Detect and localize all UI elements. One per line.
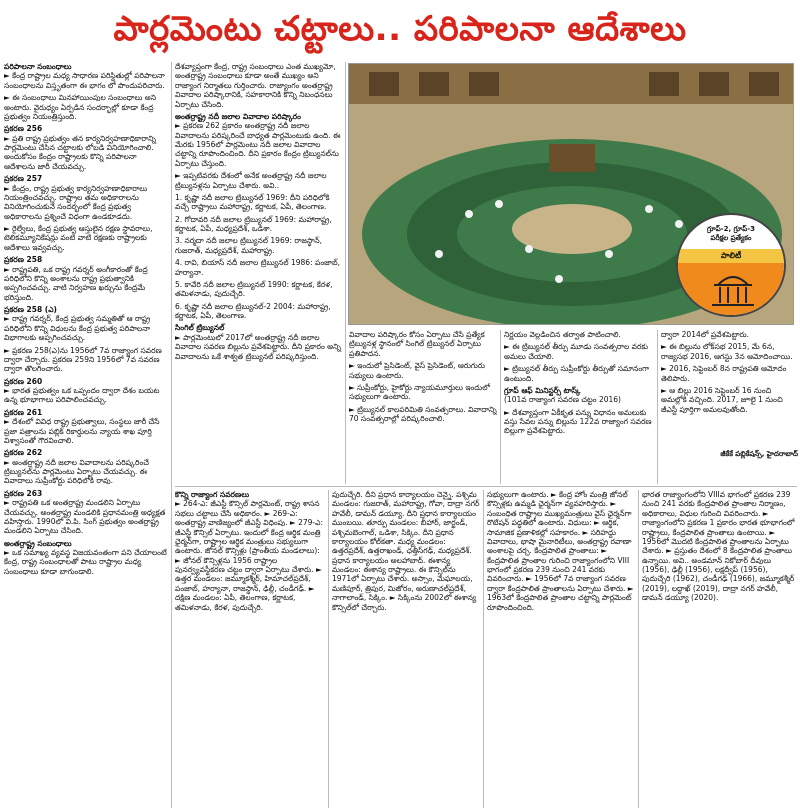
paragraph: ► ఈ బిల్లును లోక్‌సభ 2015, మే 6న, రాజ్యసభ 2016, ఆగస్టు 3న ఆమోదించాయి. bbox=[661, 342, 793, 361]
box-paragraph: సభ్యులుగా ఉంటారు. ► కేంద్ర హోం మంత్రి జోనల్‌ కౌన్సిళ్లకు ఉమ్మడి ఛైర్మన్‌గా వ్యవహరిస్తారు. ► సంబంధిత రాష్ట్రాల ముఖ్యమంత్రులు వైస్‌ ఛైర్మన్‌గా రొటేషన్‌ పద్ధతిలో ఉంటారు. విధులు: ► ఆర్థిక, సామాజిక ప్రణాళికల్లో సహకారం. ► సరిహద్దు వివాదాలు, భాషా మైనారిటీలు, అంతర్రాష్ట్ర రవాణా అంశాలపై చర్చ. కేంద్రపాలిత ప్రాంతాలు: ► కేంద్రపాలిత ప్రాంతాల గురించి రాజ్యాంగంలోని VIII భాగంలో ప్రకరణ 239 నుంచి 241 వరకు వివరించారు. ► 1956లో 7వ రాజ్యాంగ సవరణ ద్వారా కేంద్రపాలిత ప్రాంతాలను ఏర్పాటు చేశారు. ► 1963లో కేంద్రపాలిత ప్రాంతాల చట్టాన్ని పార్లమెంట్‌ రూపొందించింది. bbox=[487, 490, 634, 612]
badge-tag: పాలిటీ bbox=[678, 249, 784, 263]
section-heading: ప్రకరణ 263 bbox=[4, 488, 43, 498]
section-heading: అంతర్రాష్ట్ర సంబంధాలు bbox=[4, 538, 72, 548]
bottom-box-1 bbox=[175, 490, 325, 808]
paragraph: 6. కృష్ణా నదీ జలాల ట్రిబ్యునల్‌-2 2004: మహారాష్ట్ర, కర్ణాటక, ఏపీ, తెలంగాణ. bbox=[175, 301, 331, 320]
column-divider bbox=[657, 330, 658, 484]
bottom-box-3 bbox=[487, 490, 635, 808]
column-divider bbox=[345, 62, 346, 484]
section-heading: ప్రకరణ 261 bbox=[4, 407, 43, 417]
paragraph: 4. రావి, బియాస్‌ నదీ జలాల ట్రిబ్యునల్‌ 1986: పంజాబ్‌, హర్యానా. bbox=[175, 258, 340, 277]
paragraph: ► ఇందులో ప్రెసిడెంట్‌, వైస్‌ ప్రెసిడెంట్‌, ఆరుగురు సభ్యులు ఉంటారు. bbox=[349, 361, 485, 380]
paragraph: ► ఒక సమాఖ్య వ్యవస్థ విజయవంతంగా పని చేయాలంటే కేంద్ర, రాష్ట్ర సంబంధాలతో పాటు రాష్ట్రాల మధ్య సంబంధాలు కూడా బాగుండాలి. bbox=[4, 548, 167, 576]
paragraph: ► 2016, సెప్టెంబర్‌ 8న రాష్ట్రపతి ఆమోదం తెలిపారు. bbox=[661, 364, 787, 383]
section-heading: పరిపాలనా సంబంధాలు bbox=[4, 62, 72, 71]
box-paragraph: పుదుచ్చేరి. దీని ప్రధాన కార్యాలయం చెన్నై. పశ్చిమ మండలం: గుజరాత్‌, మహారాష్ట్ర, గోవా, దాద్రా నగర్‌ హవేలీ, డామన్‌ డయ్యూ. దీని ప్రధాన కార్యాలయం ముంబయి. తూర్పు మండలం: బీహార్‌, జార్ఖండ్‌, పశ్చిమబెంగాల్‌, ఒడిశా, సిక్కిం. దీని ప్రధాన కార్యాలయం కోల్‌కతా. మధ్య మండలం: ఉత్తరప్రదేశ్‌, ఉత్తరాఖండ్‌, ఛత్తీస్‌గఢ్‌, మధ్యప్రదేశ్‌. ప్రధాన కార్యాలయం అలహాబాద్‌. ఈశాన్య మండలం: ఈశాన్య రాష్ట్రాలు. ఈ కౌన్సిల్‌ను 1971లో ఏర్పాటు చేశారు. అస్సాం, మేఘాలయ, మణిపూర్‌, త్రిపుర, మిజోరం, అరుణాచల్‌ప్రదేశ్‌, నాగాలాండ్‌, సిక్కిం. ► సిక్కింను 2002లో ఈశాన్య కౌన్సిల్‌లో చేర్చారు. bbox=[332, 490, 480, 612]
paragraph: (101వ రాజ్యాంగ సవరణ చట్టం 2016) bbox=[504, 395, 621, 405]
section-divider bbox=[175, 486, 797, 487]
publisher-credit: జీకేకే పబ్లికేషన్స్‌, హైదరాబాద్‌ bbox=[720, 450, 798, 458]
paragraph: ► కేంద్ర రాష్ట్రాల మధ్య సాధారణ పరిస్థితుల్లో పరిపాలనా సంబంధాలను విస్తృతంగా ఈ భాగం లో పొందుపరిచారు. bbox=[4, 71, 165, 90]
badge-line-2: పరీక్షల ప్రత్యేకం bbox=[710, 234, 752, 243]
paragraph: ► ఆ బిల్లు 2016 సెప్టెంబర్‌ 16 నుంచి అమల్లోకి వచ్చింది. 2017, జూలై 1 నుంచి జీఎస్టీ పూర్తిగా అమలవుతోంది. bbox=[661, 385, 783, 414]
paragraph: ► ట్రిబ్యునల్‌ కాలపరిమితి సంవత్సరాలు. వివాదాన్ని 70 సంవత్సరాల్లో పరిష్కరించాలి. bbox=[349, 404, 497, 423]
paragraph: ► ఈ ట్రిబ్యునల్‌ తీర్పు మూడు సంవత్సరాల వరకు అమలు చేయాలి. bbox=[504, 342, 648, 361]
paragraph: ► ట్రిబ్యునల్‌ తీర్పు సుప్రీంకోర్టు తీర్పుతో సమానంగా ఉంటుంది. bbox=[504, 364, 650, 383]
badge-line-1: గ్రూప్‌-2, గ్రూప్‌-3 bbox=[706, 225, 756, 233]
column-2 bbox=[175, 62, 343, 484]
paragraph: ► పార్లమెంటులో 2017లో అంతర్రాష్ట్ర నదీ జలాల వివాదాల సవరణ బిల్లును ప్రవేశపెట్టారు. దీని ప్రకారం అన్ని వివాదాలను ఒకే శాశ్వత ట్రిబ్యునల్‌ పరిష్కరిస్తుంది. bbox=[175, 332, 341, 361]
box-paragraph: ► 264-ఎ: జీఎస్టీ కౌన్సిల్‌ పార్లమెంట్‌, రాష్ట్ర శాసన సభలు చట్టాలు చేసే అధికారం. ► 269-ఎ: అంతర్రాష్ట్ర వాణిజ్యంలో జీఎస్టీ విధింపు. ► 279-ఎ: జీఎస్టీ కౌన్సిల్‌ ఏర్పాటు. ఇందులో కేంద్ర ఆర్థిక మంత్రి ఛైర్మన్‌గా, రాష్ట్రాల ఆర్థిక మంత్రులు సభ్యులుగా ఉంటారు. జోనల్‌ కౌన్సిళ్లు (ప్రాంతీయ మండలాలు): ► జోనల్‌ కౌన్సిళ్లను 1956 రాష్ట్రాల పునర్వ్యవస్థీకరణ చట్టం ద్వారా ఏర్పాటు చేశారు. ► ఉత్తర మండలం: జమ్మూకశ్మీర్‌, హిమాచల్‌ప్రదేశ్‌, పంజాబ్‌, హర్యానా, రాజస్థాన్‌, ఢిల్లీ, చండీగఢ్‌. ► దక్షిణ మండలం: ఏపీ, తెలంగాణ, కర్ణాటక, తమిళనాడు, కేరళ, పుదుచ్చేరి. bbox=[175, 499, 323, 612]
section-heading: ప్రకరణ 262 bbox=[4, 448, 43, 458]
paragraph: ► ప్రతి రాష్ట్ర ప్రభుత్వం తన కార్యనిర్వహణాధికారాన్ని పార్లమెంటు చేసిన చట్టాలకు లోబడి వినియోగించాలి. అందుకోసం కేంద్రం రాష్ట్రాలకు కొన్ని పరిపాలనా ఆదేశాలను జారీ చేయవచ్చు. bbox=[4, 133, 157, 171]
column-divider bbox=[171, 62, 172, 808]
section-heading: ప్రకరణ 256 bbox=[4, 124, 43, 134]
paragraph: ► భారత ప్రభుత్వం ఒక ఒప్పందం ద్వారా దేశం బయట ఉన్న భూభాగాలు పరిపాలించవచ్చు. bbox=[4, 386, 160, 405]
column-4 bbox=[504, 330, 654, 484]
section-heading: ప్రకరణ 260 bbox=[4, 376, 43, 386]
paragraph: ► రాష్ట్రపతి ఒక అంతర్రాష్ట్ర మండలిని ఏర్పాటు చేయవచ్చు. అంతర్రాష్ట్ర మండలికి ప్రధానమంత్రి అధ్యక్షత వహిస్తారు. 1990లో వి.పి. సింగ్‌ ప్రభుత్వం అంతర్రాష్ట్ర మండలిని ఏర్పాటు చేసింది. bbox=[4, 498, 166, 536]
paragraph: ► కేంద్రం, రాష్ట్ర ప్రభుత్వ కార్యనిర్వహణాధికారాలు నియంత్రించవచ్చు. రాష్ట్రాల తమ అధికారాలను వినియోగించుకునే సందర్భంలో కేంద్ర ప్రభుత్వ అధికారాలను ప్రశ్నించే విధంగా ఉండకూడదు. bbox=[4, 183, 148, 221]
section-heading: గ్రూప్‌ ఆఫ్‌ మినిస్టర్స్‌ టాస్క్‌ bbox=[504, 385, 581, 395]
section-heading: ప్రకరణ 258 (ఎ) bbox=[4, 305, 57, 314]
paragraph: 2. గోదావరి నదీ జలాల ట్రిబ్యునల్‌ 1969: మహారాష్ట్ర, కర్ణాటక, ఏపీ, మధ్యప్రదేశ్‌, ఒడిశా. bbox=[175, 214, 332, 233]
column-divider bbox=[500, 330, 501, 484]
paragraph: ► ఇప్పటివరకు దేశంలో అనేక అంతర్రాష్ట్ర నదీ జలాల ట్రిబ్యునళ్లను ఏర్పాటు చేశారు. అవి.. bbox=[175, 171, 327, 190]
section-heading: ప్రకరణ 257 bbox=[4, 174, 43, 184]
badge-title bbox=[678, 225, 784, 243]
paragraph: 1. కృష్ణా నదీ జలాల ట్రిబ్యునల్‌ 1969: దీని పరిధిలోకి వచ్చే రాష్ట్రాలు మహారాష్ట్ర, కర్ణాటక, ఏపీ, తెలంగాణ. bbox=[175, 192, 330, 212]
column-divider bbox=[483, 490, 484, 808]
box-paragraph: భారత రాజ్యాంగంలోని VIIIవ భాగంలో ప్రకరణ 239 నుంచి 241 వరకు కేంద్రపాలిత ప్రాంతాల నిర్మాణం, అధికారాలు, విధుల గురించి వివరించారు. ► రాజ్యాంగంలోని ప్రకరణ 1 ప్రకారం భారత భూభాగంలో రాష్ట్రాలు, కేంద్రపాలిత ప్రాంతాలు ఉంటాయి. ► 1956లో మొదటి కేంద్రపాలిత ప్రాంతాలను ఏర్పాటు చేశారు. ► ప్రస్తుతం దేశంలో 8 కేంద్రపాలిత ప్రాంతాలు ఉన్నాయి. అవి.. అండమాన్‌ నికోబార్‌ దీవులు (1956), ఢిల్లీ (1956), లక్షద్వీప్‌ (1956), పుదుచ్చేరి (1962), చండీగఢ్‌ (1966), జమ్మూకశ్మీర్‌ (2019), లద్దాఖ్‌ (2019), దాద్రా నగర్‌ హవేలీ, డామన్‌ డయ్యూ (2020). bbox=[642, 490, 795, 603]
paragraph: ► దేశవ్యాప్తంగా ఏకీకృత పన్ను విధానం అమలుకు వస్తు సేవల పన్ను బిల్లును 122వ రాజ్యాంగ సవరణ బిల్లుగా ప్రవేశపెట్టారు. bbox=[504, 407, 652, 436]
section-heading: అంతర్రాష్ట్ర నదీ జలాల వివాదాల పరిష్కారం bbox=[175, 111, 301, 121]
section-heading: ప్రకరణ 258 bbox=[4, 255, 43, 265]
column-divider bbox=[328, 490, 329, 808]
topic-badge bbox=[676, 213, 786, 317]
box-heading: కొన్ని రాజ్యాంగ సవరణలు bbox=[175, 490, 250, 499]
paragraph: 3. నర్మదా నదీ జలాల ట్రిబ్యునల్‌ 1969: రాజస్థాన్‌, గుజరాత్‌, మధ్యప్రదేశ్‌, మహారాష్ట్ర. bbox=[175, 236, 323, 255]
paragraph: నిర్ణయం వెల్లడించిన తర్వాత పాటించాలి. bbox=[504, 330, 621, 339]
bottom-box-4 bbox=[642, 490, 796, 808]
paragraph: ► అంతర్రాష్ట్ర నదీ జలాల వివాదాలను పరిష్కరించే ట్రిబ్యునల్‌ను పార్లమెంటు ఏర్పాటు చేయవచ్చు. ఈ వివాదాలు సుప్రీంకోర్టు పరిధిలోకి రావు. bbox=[4, 457, 149, 486]
paragraph: ► ఈ సంబంధాలు మినహాయింపుల సంబంధాలు అని అంటారు. వైరుధ్యం ఏర్పడిన సందర్భాల్లో కూడా కేంద్ర ప్రభుత్వం నియంత్రిస్తుంది. bbox=[4, 93, 157, 121]
paragraph: 5. కావేరి నదీ జలాల ట్రిబ్యునల్‌ 1990: కర్ణాటక, కేరళ, తమిళనాడు, పుదుచ్చేరి. bbox=[175, 279, 333, 299]
paragraph: ► ప్రకరణ 258(ఎ)ను 1956లో 7వ రాజ్యాంగ సవరణ ద్వారా చేర్చారు. ప్రకరణ 259ని 1956లో 7వ సవరణ ద్వారా తొలగించారు. bbox=[4, 345, 162, 374]
paragraph: ► సుప్రీంకోర్టు, హైకోర్టు న్యాయమూర్తులు ఇందులో సభ్యులుగా ఉంటారు. bbox=[349, 382, 490, 402]
paragraph: ► రైల్వేలు, కేంద్ర ప్రభుత్వ ఆస్తులైన రక్షణ స్థావరాలు, టెలికమ్యూనికేషన్లు వంటి వాటి రక్షణకు రాష్ట్రాలకు ఆదేశాలు ఇవ్వవచ్చు. bbox=[4, 224, 153, 252]
paragraph: ► దేశంలో వివిధ రాష్ట్ర ప్రభుత్వాలు, సంస్థలు జారీ చేసే ప్రజా పత్రాలను పబ్లిక్‌ రికార్డులను న్యాయ శాఖ పూర్తి విశ్వాసంతో గౌరవించాలి. bbox=[4, 417, 160, 445]
column-divider bbox=[638, 490, 639, 808]
section-heading: సింగిల్‌ ట్రిబ్యునల్‌ bbox=[175, 323, 225, 333]
column-1 bbox=[4, 62, 168, 808]
column-3 bbox=[349, 330, 497, 484]
paragraph: ► రాష్ట్ర గవర్నర్‌, కేంద్ర ప్రభుత్వ సమ్మతితో ఆ రాష్ట్ర పరిధిలోని కొన్ని విధులను కేంద్ర ప్రభుత్వ పరిపాలనా విభాగాలకు అప్పగించవచ్చు. bbox=[4, 314, 151, 343]
bottom-box-2 bbox=[332, 490, 480, 808]
paragraph: దేశవ్యాప్తంగా కేంద్ర, రాష్ట్ర సంబంధాలు ఎంత ముఖ్యమో, అంతర్రాష్ట్ర సంబంధాలు కూడా అంతే ముఖ్యం అని రాజ్యాంగ నిర్మాతలు గుర్తించారు. రాజ్యాంగం అంతర్రాష్ట్ర వివాదాల పరిష్కారానికి, సహకారానికి కొన్ని నిబంధనలు ఏర్పాటు చేసింది. bbox=[175, 62, 336, 109]
parliament-building-icon bbox=[678, 263, 784, 317]
paragraph: ద్వారా 2014లో ప్రవేశపెట్టారు. bbox=[661, 330, 749, 339]
paragraph: వివాదాల పరిష్కారం కోసం ఏర్పాటు చేసే ప్రత్యేక ట్రిబ్యునళ్ల స్థానంలో సింగిల్‌ ట్రిబ్యునల్‌ ఏర్పాటు ప్రతిపాదన. bbox=[349, 330, 485, 358]
paragraph: ► ప్రకరణ 262 ప్రకారం అంతర్రాష్ట్ర నదీ జలాల వివాదాలను పరిష్కరించే బాధ్యత పార్లమెంటుకు ఉంది. ఈ మేరకు 1956లో పార్లమెంటు నదీ జలాల వివాదాల చట్టాన్ని రూపొందించింది. దీని ప్రకారం కేంద్రం ట్రిబ్యునల్‌ను ఏర్పాటు చేస్తుంది. bbox=[175, 121, 341, 168]
headline: పార్లమెంటు చట్టాలు.. పరిపాలనా ఆదేశాలు bbox=[113, 8, 687, 49]
paragraph: ► రాష్ట్రపతి, ఒక రాష్ట్ర గవర్నర్‌ అంగీకారంతో కేంద్ర పరిధిలోని కొన్ని అంశాలను రాష్ట్ర ప్రభుత్వానికి అప్పగించవచ్చు. వాటి నిర్వహణ ఖర్చును కేంద్రమే భరిస్తుంది. bbox=[4, 264, 148, 302]
column-5 bbox=[661, 330, 796, 450]
